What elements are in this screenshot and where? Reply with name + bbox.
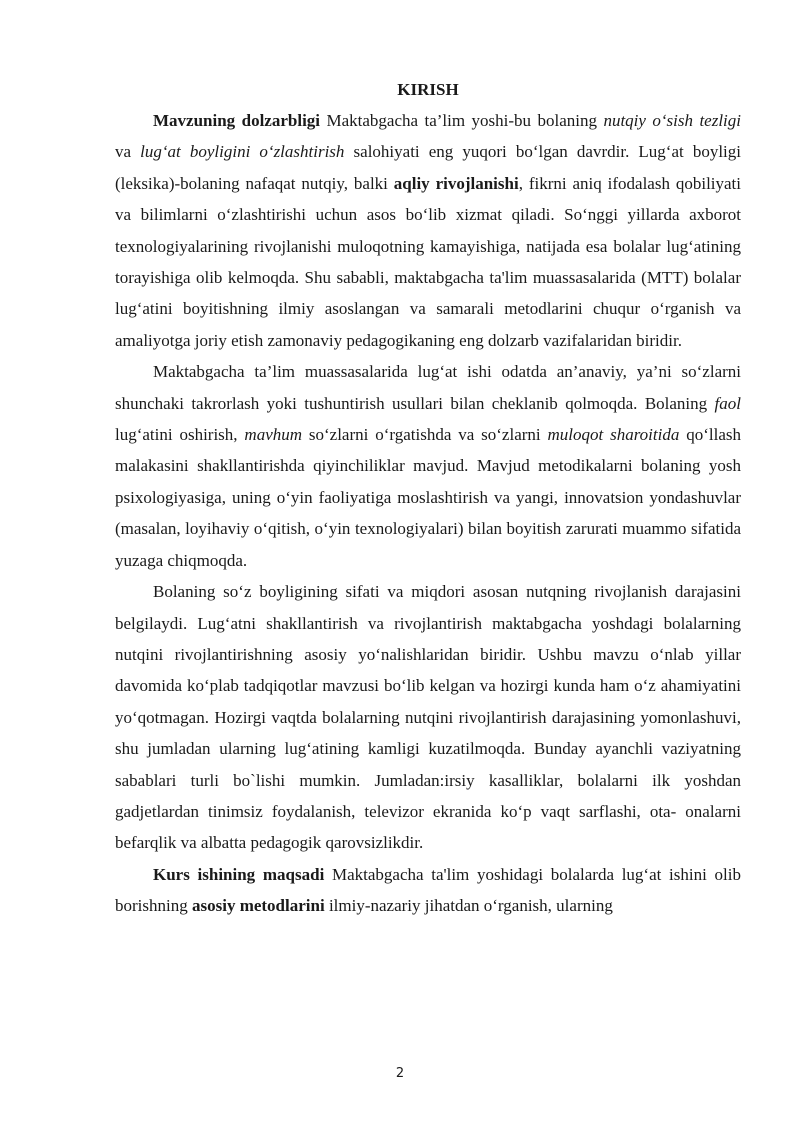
text-run: so‘zlarni o‘rgatishda va so‘zlarni (302, 425, 548, 445)
text-run: Maktabgacha ta’lim muassasalarida lug‘at ishi odatda an’anaviy, ya’ni so‘zlarni shunchaki takrorlash yoki tushuntirish usullari bilan cheklanib qolmoqda. Bolaning (115, 362, 741, 413)
text-run: salohiyati eng yuqori bo‘lgan davrdir. Lug‘at boyligi (leksika)-bolaning nafaqat nutqiy, balki (115, 142, 742, 193)
italic-term: mavhum (244, 425, 303, 445)
bold-term: Kurs ishining maqsadi (153, 864, 325, 884)
text-run: va (115, 142, 141, 162)
paragraph-goal (115, 859, 741, 922)
text-run: , fikrni aniq ifodalash qobiliyati va bilimlarni o‘zlashtirishi uchun asos bo‘lib xizmat qiladi. So‘nggi yillarda axborot texnologiyalarining rivojlanishi muloqotning kamayishiga, natijada esa bolalar lug‘atining torayishiga olib kelmoqda. Shu sababli, maktabgacha ta'lim muassasalarida (MTT) bolalar lug‘atini boyitishning ilmiy asoslangan va samarali metodlarini chuqur o‘rganish va amaliyotga joriy etish zamonaviy pedagogikaning eng dolzarb vazifalaridan biridir. (115, 173, 742, 350)
text-run: Maktabgacha ta’lim yoshi-bu bolaning (320, 111, 604, 130)
italic-term: faol (714, 393, 741, 413)
page-title: KIRISH (397, 80, 459, 99)
document-body (115, 76, 741, 922)
paragraph-relevance (115, 105, 741, 356)
paragraph-vocabulary: Bolaning so‘z boyligining sifati va miqdori asosan nutqning rivojlanish darajasini belgilaydi. Lug‘atni shakllantirish va rivojlantirish maktabgacha yoshdagi bolalarning nutqini rivojlantirishning asosiy yo‘nalishlaridan biridir. Ushbu mavzu o‘nlab yillar davomida ko‘plab tadqiqotlar mavzusi bo‘lib kelgan va hozirgi kunda ham o‘z ahamiyatini yo‘qotmagan. Hozirgi vaqtda bolalarning nutqini rivojlantirish darajasining yomonlashuvi, shu jumladan ularning lug‘atining kamligi kuzatilmoqda. Bunday ayanchli vaziyatning sabablari turli bo`lishi mumkin. Jumladan:irsiy kasalliklar, bolalarni ilk yoshdan gadjetlardan tinimsiz foydalanish, televizor ekranida ko‘p vaqt sarflashi, ota- onalarni befarqlik va albatta pedagogik qarovsizlikdir. (115, 582, 741, 853)
bold-term: aqliy rivojlanishi (393, 173, 519, 193)
bold-term: asosiy metodlarini (191, 896, 325, 916)
paragraph-problem (115, 356, 741, 576)
italic-term: nutqiy o‘sish tezligi (603, 111, 741, 130)
text-run: Maktabgacha ta'lim yoshidagi bolalarda lug‘at ishini olib borishning (115, 864, 741, 916)
bold-term: Mavzuning dolzarbligi (153, 111, 321, 130)
italic-term: muloqot sharoitida (547, 425, 680, 445)
page-number: 2 (395, 1066, 405, 1081)
italic-term: lug‘at boyligini o‘zlashtirish (140, 142, 345, 162)
text-run: qo‘llash malakasini shakllantirishda qiyinchiliklar mavjud. Mavjud metodikalarni bolaning yosh psixologiyasiga, uning o‘yin faoliyatiga moslashtirish va yangi, innovatsion yondashuvlar (masalan, loyihaviy o‘qitish, o‘yin texnologiyalari) bilan boyitish zarurati muammo sifatida yuzaga chiqmoqda. (115, 425, 741, 570)
text-run: ilmiy-nazariy jihatdan o‘rganish, ularning (324, 896, 613, 916)
text-run: lug‘atini oshirish, (115, 425, 245, 445)
